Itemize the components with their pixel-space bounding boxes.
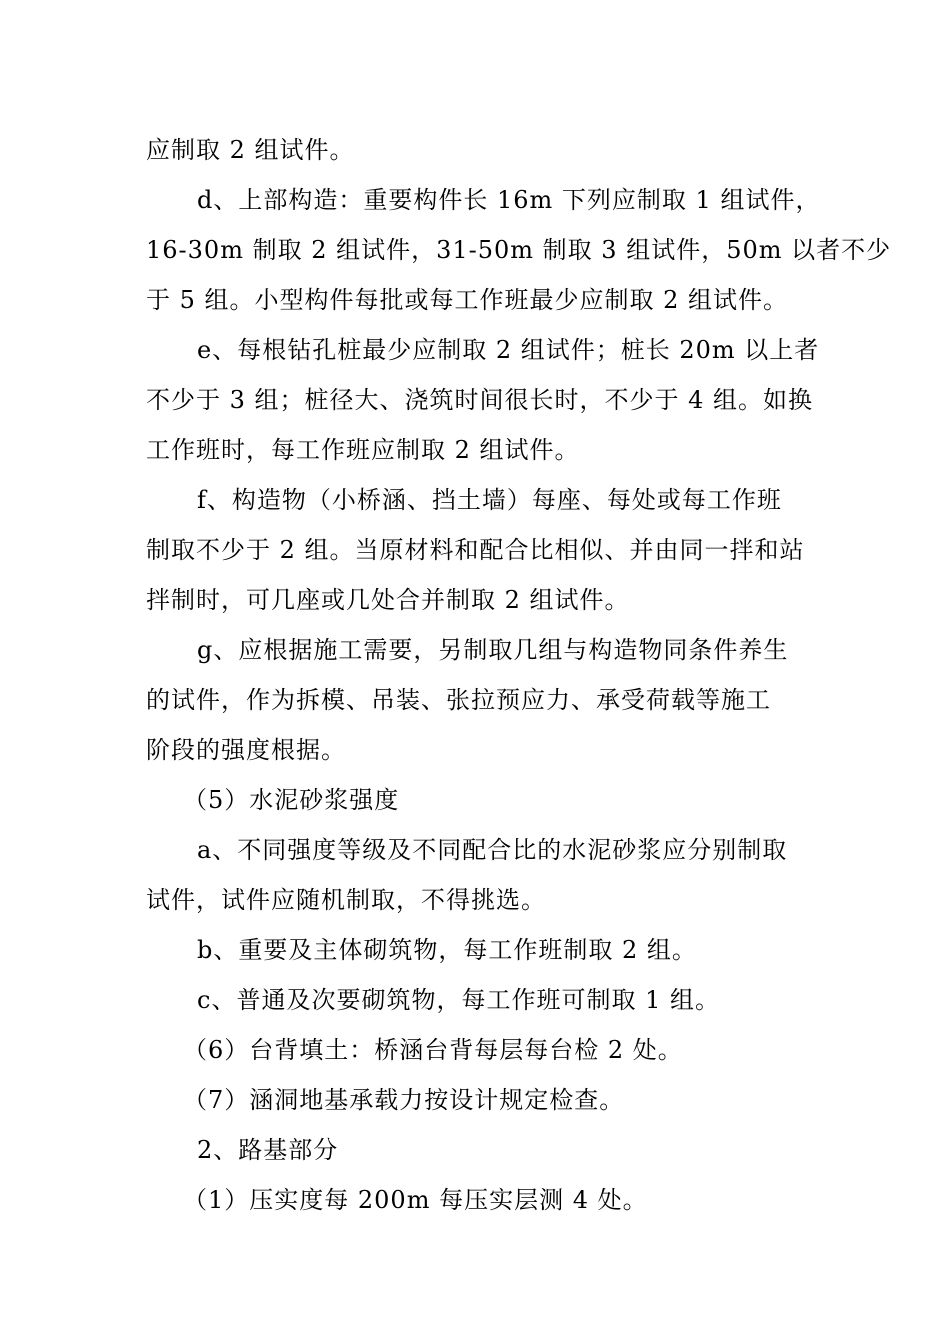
text-line: a、不同强度等级及不同配合比的水泥砂浆应分别制取 (197, 836, 788, 864)
text-line: 应制取 2 组试件。 (146, 136, 355, 164)
text-line: 工作班时，每工作班应制取 2 组试件。 (146, 436, 580, 464)
section-heading: （6）台背填土：桥涵台背每层每台检 2 处。 (183, 1036, 683, 1064)
text-line: 不少于 3 组；桩径大、浇筑时间很长时，不少于 4 组。如换 (146, 386, 814, 414)
text-line: 的试件，作为拆模、吊装、张拉预应力、承受荷载等施工 (146, 686, 771, 714)
text-line: 阶段的强度根据。 (146, 736, 346, 764)
text-line: g、应根据施工需要，另制取几组与构造物同条件养生 (197, 636, 789, 664)
section-heading: （5）水泥砂浆强度 (183, 786, 400, 814)
text-line: 于 5 组。小型构件每批或每工作班最少应制取 2 组试件。 (146, 286, 789, 314)
section-heading: （1）压实度每 200m 每压实层测 4 处。 (183, 1186, 648, 1214)
text-line: e、每根钻孔桩最少应制取 2 组试件；桩长 20m 以上者 (197, 336, 820, 364)
text-line: f、构造物（小桥涵、挡土墙）每座、每处或每工作班 (197, 486, 782, 514)
section-heading: （7）涵洞地基承载力按设计规定检查。 (183, 1086, 625, 1114)
text-line: c、普通及次要砌筑物，每工作班可制取 1 组。 (197, 986, 720, 1014)
section-heading: 2、路基部分 (197, 1136, 339, 1164)
text-line: 16-30m 制取 2 组试件，31-50m 制取 3 组试件，50m 以者不少 (146, 236, 892, 264)
text-line: d、上部构造：重要构件长 16m 下列应制取 1 组试件， (197, 186, 821, 214)
text-line: b、重要及主体砌筑物，每工作班制取 2 组。 (197, 936, 697, 964)
text-line: 制取不少于 2 组。当原材料和配合比相似、并由同一拌和站 (146, 536, 805, 564)
text-line: 试件，试件应随机制取，不得挑选。 (146, 886, 546, 914)
text-line: 拌制时，可几座或几处合并制取 2 组试件。 (146, 586, 630, 614)
